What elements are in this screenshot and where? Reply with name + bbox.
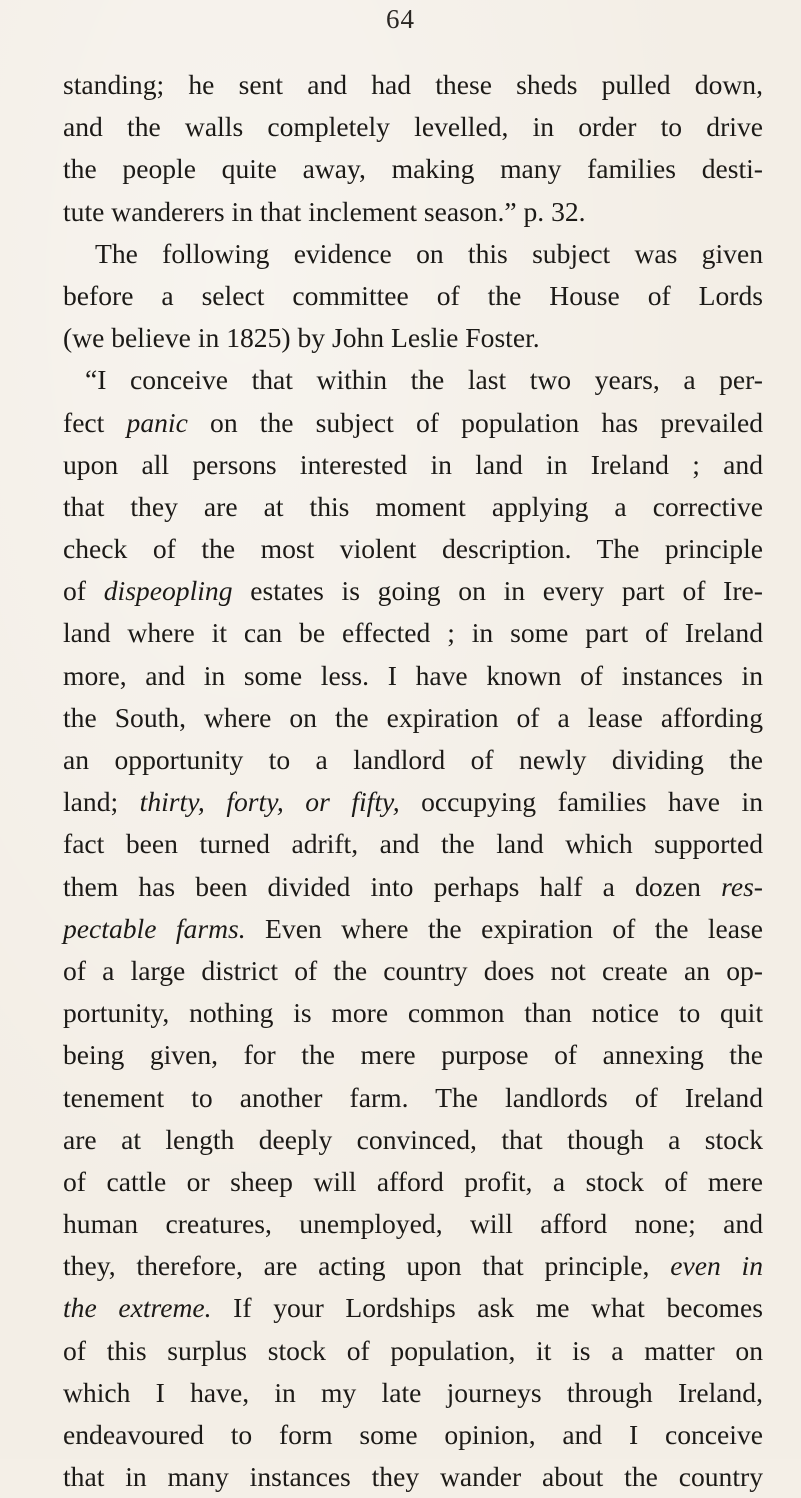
text-line: fact been turned adrift, and the land which supported [63, 828, 763, 860]
text-line: tute wanderers in that inclement season.” p. 32. [63, 195, 586, 227]
text-line: the extreme. If your Lordships ask me what becomes [63, 1292, 763, 1324]
text-line: they, therefore, are acting upon that principle, even in [63, 1250, 764, 1282]
text-line: that they are at this moment applying a corrective [63, 490, 763, 522]
text-line: endeavoured to form some opinion, and I conceive [63, 1419, 763, 1450]
text-line: fect panic on the subject of population has prevailed [63, 406, 763, 438]
italic-text: dispeopling [103, 575, 233, 607]
text-line: before a select committee of the House of Lords [63, 279, 763, 311]
italic-text: res- [721, 870, 763, 902]
text-line: of this surplus stock of population, it is a matter on [63, 1334, 763, 1366]
text-line: land where it can be effected ; in some part of Ireland [63, 617, 763, 649]
italic-text: pectable farms. [63, 912, 246, 944]
text-line: of cattle or sheep will afford profit, a stock of mere [63, 1165, 763, 1197]
text-line: of a large district of the country does not create an op- [63, 954, 763, 986]
italic-text: thirty, forty, or fifty, [139, 786, 400, 818]
text-line: standing; he sent and had these sheds pulled down, [63, 69, 763, 100]
text-line: the people quite away, making many families desti- [63, 153, 763, 185]
body-text [63, 64, 763, 1498]
text-line: of dispeopling estates is going on in every part of Ire- [63, 575, 763, 607]
text-line: which I have, in my late journeys through Ireland, [63, 1376, 763, 1408]
text-line: are at length deeply convinced, that though a stock [63, 1123, 763, 1155]
text-line: (we believe in 1825) by John Leslie Foster. [63, 322, 540, 354]
italic-text: panic [126, 406, 188, 438]
page-number: 64 [386, 4, 415, 34]
text-line: pectable farms. Even where the expiration of the lease [63, 912, 763, 944]
text-line: more, and in some less. I have known of instances in [63, 659, 763, 691]
italic-text: even in [670, 1250, 764, 1282]
quote-start-line: “I conceive that within the last two years, a per- [85, 364, 763, 396]
text-line: tenement to another farm. The landlords of Ireland [63, 1081, 763, 1113]
paragraph-start-line: The following evidence on this subject was given [95, 237, 763, 269]
text-line: the South, where on the expiration of a lease affording [63, 701, 763, 733]
text-line: human creatures, unemployed, will afford none; and [63, 1208, 763, 1240]
italic-text: the extreme. [63, 1292, 212, 1324]
text-line: that in many instances they wander about the country [63, 1461, 763, 1493]
text-line: and the walls completely levelled, in order to drive [63, 111, 763, 143]
text-line: them has been divided into perhaps half a dozen res- [63, 870, 763, 902]
text-line: upon all persons interested in land in Ireland ; and [63, 448, 763, 480]
text-line: being given, for the mere purpose of annexing the [63, 1039, 763, 1071]
text-line: an opportunity to a landlord of newly dividing the [63, 744, 763, 775]
text-line: land; thirty, forty, or fifty, occupying families have in [63, 786, 763, 818]
text-line: check of the most violent description. The principle [63, 533, 763, 565]
text-line: portunity, nothing is more common than notice to quit [63, 997, 763, 1029]
